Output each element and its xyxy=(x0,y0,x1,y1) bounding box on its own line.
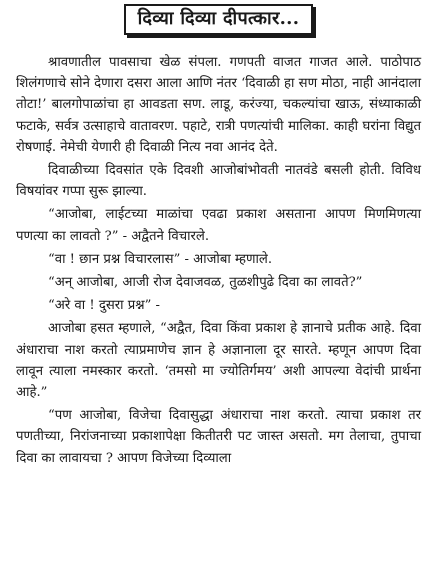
title-wrap xyxy=(0,4,437,35)
paragraph-2: दिवाळीच्या दिवसांत एके दिवशी आजोबांभोवती नातवंडे बसली होती. विविध विषयांवर गप्पा सुरू झाल्या. xyxy=(16,163,421,200)
paragraph-5: “अन् आजोबा, आजी रोज देवाजवळ, तुळशीपुढे दिवा का लावते?” xyxy=(48,275,363,291)
paragraph-7: आजोबा हसत म्हणाले, “अद्वैत, दिवा किंवा प्रकाश हे ज्ञानाचे प्रतीक आहे. दिवा अंधाराचा नाश करतो त्याप्रमाणेच ज्ञान हे अज्ञानाला दूर सारते. म्हणून आपण दिवा लावून त्याला नमस्कार करतो. ‘तमसो मा ज्योतिर्गमय’ अशी आपल्या वेदांची प्रार्थना आहे.” xyxy=(16,321,421,401)
paragraph-3: “आजोबा, लाईटच्या माळांचा एवढा प्रकाश असताना आपण मिणमिणत्या पणत्या का लावतो ?” - अद्वैतने विचारले. xyxy=(16,207,421,244)
paragraph-6: “अरे वा ! दुसरा प्रश्न” - xyxy=(48,298,160,314)
page-title: दिव्या दिव्या दीपत्कार... xyxy=(124,4,314,35)
paragraph-4: “वा ! छान प्रश्न विचारलास” - आजोबा म्हणाले. xyxy=(48,251,273,267)
paragraph-1: श्रावणातील पावसाचा खेळ संपला. गणपती वाजत गाजत आले. पाठोपाठ शिलंगणाचे सोने देणारा दसरा आला आणि नंतर ‘दिवाळी हा सण मोठा, नाही आनंदाला तोटा!’ बालगोपाळांचा हा आवडता सण. लाडू, करंज्या, चकल्यांचा खाऊ, संध्याकाळी फटाके, सर्वत्र उत्साहाचे वातावरण. पहाटे, रात्री पणत्यांची मालिका. काही घरांना विद्युत रोषणाई. नेमेची येणारी ही दिवाळी नित्य नवा आनंद देते. xyxy=(16,55,421,155)
story-text xyxy=(16,52,421,469)
paragraph-8: “पण आजोबा, विजेचा दिवासुद्धा अंधाराचा नाश करतो. त्याचा प्रकाश तर पणतीच्या, निरांजनाच्या प्रकाशापेक्षा कितीतरी पट जास्त असतो. मग तेलाचा, तुपाचा दिवा का लावायचा ? आपण विजेच्या दिव्याला xyxy=(16,408,421,466)
